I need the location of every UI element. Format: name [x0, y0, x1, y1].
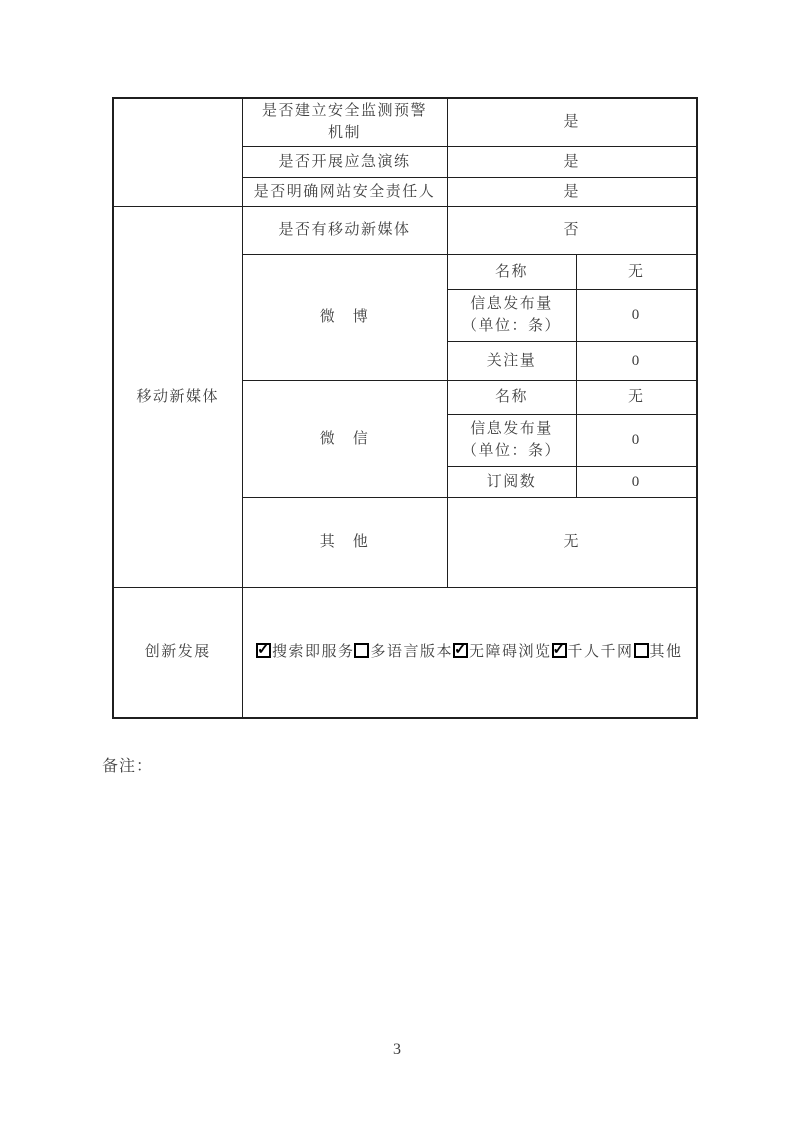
row-label-weibo-name: 名称 [447, 254, 576, 289]
value-other-media: 无 [447, 497, 697, 587]
report-table [112, 97, 698, 719]
label-line: 信息发布量 [470, 421, 553, 437]
row-label-wechat-name: 名称 [447, 380, 576, 414]
checkbox-label: 其他 [649, 644, 683, 661]
checkbox-option-multilingual[interactable] [354, 641, 453, 663]
row-label-emergency-drill: 是否开展应急演练 [242, 146, 447, 177]
checkbox-option-personalized[interactable] [552, 641, 634, 663]
table-row [113, 206, 697, 254]
label-line: （单位：条） [461, 318, 561, 334]
label-line: 是否建立安全监测预警 [261, 103, 427, 120]
checkbox-icon[interactable] [453, 643, 468, 658]
row-label-weibo-posts [447, 289, 576, 341]
row-label-wechat-subscribers: 订阅数 [447, 466, 576, 497]
checkbox-icon[interactable] [256, 643, 271, 658]
checkbox-label: 千人千网 [567, 644, 634, 661]
value-wechat-subscribers: 0 [576, 466, 697, 497]
page-number: 3 [393, 1041, 401, 1058]
value-has-mobile-media: 否 [447, 206, 697, 254]
innovation-options-cell [242, 587, 697, 718]
checkbox-icon[interactable] [634, 643, 649, 658]
checkbox-line [243, 641, 697, 663]
row-label-security-monitor [242, 98, 447, 146]
checkbox-icon[interactable] [552, 643, 567, 658]
section-label-innovation: 创新发展 [113, 587, 242, 718]
row-label-has-mobile-media: 是否有移动新媒体 [242, 206, 447, 254]
row-label-weibo-followers: 关注量 [447, 341, 576, 380]
section-label-mobile-media: 移动新媒体 [113, 206, 242, 587]
checkbox-label: 多语言版本 [370, 644, 453, 661]
label-line: （单位：条） [461, 443, 561, 459]
value-emergency-drill: 是 [447, 146, 697, 177]
checkbox-option-search-service[interactable] [256, 641, 355, 663]
value-wechat-posts: 0 [576, 414, 697, 466]
table-row [113, 587, 697, 718]
label-line: 机制 [327, 125, 361, 142]
row-label-wechat-posts [447, 414, 576, 466]
empty-section-cell [113, 98, 242, 206]
group-label-weibo: 微 博 [242, 254, 447, 380]
value-security-monitor: 是 [447, 98, 697, 146]
table-row [113, 98, 697, 146]
value-security-officer: 是 [447, 177, 697, 206]
row-label-other-media: 其 他 [242, 497, 447, 587]
row-label-security-officer: 是否明确网站安全责任人 [242, 177, 447, 206]
value-weibo-name: 无 [576, 254, 697, 289]
label-line: 信息发布量 [470, 296, 553, 312]
value-wechat-name: 无 [576, 380, 697, 414]
checkbox-label: 搜索即服务 [271, 644, 355, 661]
group-label-wechat: 微 信 [242, 380, 447, 497]
value-weibo-posts: 0 [576, 289, 697, 341]
checkbox-icon[interactable] [354, 643, 369, 658]
checkbox-label: 无障碍浏览 [469, 644, 552, 661]
checkbox-option-accessibility[interactable] [453, 641, 552, 663]
checkbox-option-other[interactable] [634, 641, 683, 663]
remark-label: 备注： [102, 758, 154, 775]
value-weibo-followers: 0 [576, 341, 697, 380]
